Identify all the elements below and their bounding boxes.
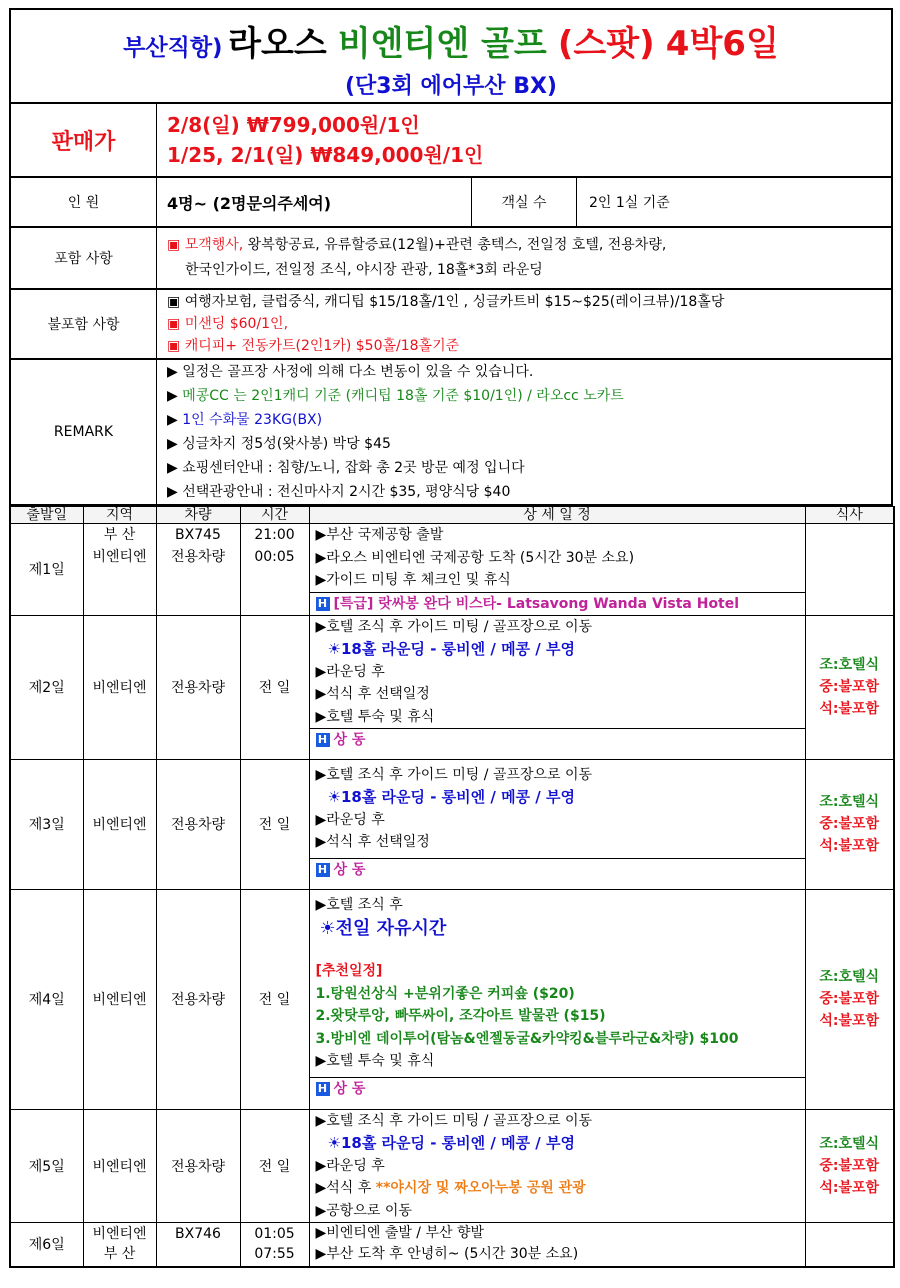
hotel-name: 상 동 bbox=[333, 861, 366, 878]
schedule-line: ▶라운딩 후 bbox=[315, 1157, 385, 1174]
table-row bbox=[10, 615, 894, 759]
hotel-icon: H bbox=[316, 733, 330, 747]
header-meals: 식사 bbox=[805, 507, 894, 524]
remark-item bbox=[167, 432, 891, 456]
meal-breakfast: 조:호텔식 bbox=[819, 657, 880, 673]
remark-marker: ▶ bbox=[167, 364, 178, 380]
schedule-line bbox=[310, 1177, 805, 1200]
region-cell bbox=[83, 524, 156, 616]
meal-dinner: 석:불포함 bbox=[819, 1013, 880, 1029]
excluded-line-2 bbox=[167, 313, 891, 335]
header-vehicle: 차량 bbox=[156, 507, 240, 524]
recommend-item: 2.왓탓루앙, 빠뚜싸이, 조각아트 발물관 ($15) bbox=[315, 1008, 606, 1024]
schedule-cell bbox=[309, 615, 805, 759]
title-duration: 4박6일 bbox=[665, 24, 779, 64]
header-time: 시간 bbox=[240, 507, 309, 524]
schedule-line: ▶호텔 조식 후 bbox=[315, 896, 403, 913]
region-cell: 비엔티엔 bbox=[83, 759, 156, 889]
people-row bbox=[9, 178, 893, 228]
itinerary-document bbox=[9, 8, 893, 1268]
excluded-text-1: 여행자보험, 클럽중식, 캐디팁 $15/18홀/1인 , 싱글카트비 $15~$25(레이크뷰)/18홀당 bbox=[184, 294, 725, 310]
vehicle-cell bbox=[156, 524, 240, 616]
hotel-line bbox=[310, 592, 805, 615]
price-label: 판매가 bbox=[11, 104, 157, 176]
schedule-line: ▶라운딩 후 bbox=[315, 811, 385, 828]
excluded-label: 불포함 사항 bbox=[11, 290, 157, 358]
time-text: 00:05 bbox=[254, 549, 295, 565]
time-text: 21:00 bbox=[254, 527, 295, 543]
region-text: 비엔티엔 bbox=[92, 1226, 147, 1243]
price-row bbox=[9, 104, 893, 178]
meal-dinner: 석:불포함 bbox=[819, 701, 880, 717]
region-cell: 비엔티엔 bbox=[83, 889, 156, 1109]
schedule-line: ▶공항으로 이동 bbox=[315, 1202, 412, 1219]
meals-cell bbox=[805, 615, 894, 759]
time-cell: 전 일 bbox=[240, 889, 309, 1109]
table-row bbox=[10, 1109, 894, 1223]
golf-line: ☀18홀 라운딩 - 롱비엔 / 메콩 / 부영 bbox=[327, 640, 575, 658]
schedule-line: ▶호텔 조식 후 가이드 미팅 / 골프장으로 이동 bbox=[315, 618, 593, 635]
included-line-2: 한국인가이드, 전일정 조식, 야시장 관광, 18홀*3회 라운딩 bbox=[185, 262, 543, 278]
recommend-title: [추천일정] bbox=[315, 963, 383, 979]
meals-cell bbox=[805, 1109, 894, 1223]
remark-item bbox=[167, 480, 891, 504]
meal-breakfast: 조:호텔식 bbox=[819, 1135, 880, 1152]
schedule-line: ▶비엔티엔 출발 / 부산 향발 bbox=[315, 1225, 485, 1241]
included-line-1 bbox=[167, 233, 891, 258]
price-content bbox=[157, 104, 891, 176]
meals-cell bbox=[805, 759, 894, 889]
schedule-line: ▶가이드 미팅 후 체크인 및 휴식 bbox=[315, 572, 511, 588]
vehicle-cell: 전용차량 bbox=[156, 1109, 240, 1223]
meal-dinner: 석:불포함 bbox=[819, 838, 880, 854]
golf-line: ☀18홀 라운딩 - 롱비엔 / 메콩 / 부영 bbox=[327, 788, 575, 806]
time-cell: 전 일 bbox=[240, 1109, 309, 1223]
hotel-icon: H bbox=[316, 597, 330, 611]
excluded-row bbox=[9, 290, 893, 360]
remark-row bbox=[9, 360, 893, 506]
remark-text: 메콩CC 는 2인1캐디 기준 (캐디팁 18홀 기준 $10/1인) / 라오cc 노카트 bbox=[182, 388, 624, 404]
included-row bbox=[9, 228, 893, 290]
title-course: 비엔티엔 골프 bbox=[337, 24, 547, 64]
remark-marker: ▶ bbox=[167, 412, 178, 428]
schedule-line: ▶호텔 투숙 및 휴식 bbox=[315, 1053, 435, 1069]
title-spot: (스팟) bbox=[557, 24, 655, 64]
remark-text: 쇼핑센터안내 : 침향/노니, 잡화 총 2곳 방문 예정 입니다 bbox=[182, 460, 525, 476]
free-time-line: ☀전일 자유시간 bbox=[319, 918, 447, 939]
meal-lunch: 중:불포함 bbox=[819, 1157, 880, 1174]
price-line-1: 2/8(일) ₩799,000원/1인 bbox=[167, 113, 420, 137]
remark-text: 1인 수화물 23KG(BX) bbox=[182, 412, 323, 428]
table-row bbox=[10, 889, 894, 1109]
excluded-line-3 bbox=[167, 335, 891, 357]
schedule-line: ▶부산 국제공항 출발 bbox=[315, 527, 444, 543]
time-text: 01:05 bbox=[254, 1226, 295, 1243]
hotel-line bbox=[310, 728, 805, 751]
header-region: 지역 bbox=[83, 507, 156, 524]
title-route: 부산직항) bbox=[123, 35, 223, 61]
remark-text: 선택관광안내 : 전신마사지 2시간 $35, 평양식당 $40 bbox=[182, 484, 511, 500]
table-row bbox=[10, 524, 894, 616]
excluded-content bbox=[157, 290, 891, 358]
day-cell: 제5일 bbox=[10, 1109, 83, 1223]
excluded-marker: ▣ bbox=[167, 294, 181, 310]
table-row bbox=[10, 759, 894, 889]
hotel-icon: H bbox=[316, 1082, 330, 1096]
day-cell: 제2일 bbox=[10, 615, 83, 759]
meal-lunch: 중:불포함 bbox=[819, 679, 880, 695]
recommend-item: 3.방비엔 데이투어(탐놈&엔젤동굴&카약킹&블루라군&차량) $100 bbox=[315, 1030, 739, 1047]
region-cell: 비엔티엔 bbox=[83, 1109, 156, 1223]
schedule-cell bbox=[309, 524, 805, 616]
title-block bbox=[9, 8, 893, 104]
price-line-2: 1/25, 2/1(일) ₩849,000원/1인 bbox=[167, 143, 484, 167]
people-value: 4명~ (2명문의주세여) bbox=[157, 178, 472, 226]
excluded-text-2: 미샌딩 $60/1인, bbox=[184, 316, 289, 332]
time-cell: 전 일 bbox=[240, 615, 309, 759]
header-date: 출발일 bbox=[10, 507, 83, 524]
meals-cell bbox=[805, 1223, 894, 1267]
day-cell: 제1일 bbox=[10, 524, 83, 616]
meal-breakfast: 조:호텔식 bbox=[819, 794, 880, 810]
time-cell bbox=[240, 524, 309, 616]
table-header-row bbox=[10, 507, 894, 524]
remark-marker: ▶ bbox=[167, 436, 178, 452]
region-text: 부 산 bbox=[103, 1246, 136, 1263]
region-cell bbox=[83, 1223, 156, 1267]
header-schedule: 상 세 일 정 bbox=[309, 507, 805, 524]
schedule-line: ▶호텔 조식 후 가이드 미팅 / 골프장으로 이동 bbox=[315, 766, 593, 783]
hotel-name: 상 동 bbox=[333, 1080, 366, 1097]
golf-line: ☀18홀 라운딩 - 롱비엔 / 메콩 / 부영 bbox=[327, 1134, 575, 1152]
night-market-highlight: **야시장 및 짜오아누봉 공원 관광 bbox=[375, 1180, 586, 1196]
itinerary-table bbox=[9, 506, 895, 1268]
meal-lunch: 중:불포함 bbox=[819, 816, 880, 832]
time-cell: 전 일 bbox=[240, 759, 309, 889]
vehicle-cell: 전용차량 bbox=[156, 889, 240, 1109]
schedule-cell bbox=[309, 1109, 805, 1223]
room-value: 2인 1실 기준 bbox=[589, 195, 670, 211]
room-label: 객실 수 bbox=[472, 178, 577, 226]
schedule-line: ▶호텔 투숙 및 휴식 bbox=[315, 708, 435, 725]
region-text: 부 산 bbox=[103, 527, 136, 543]
schedule-line: ▶석식 후 선택일정 bbox=[315, 686, 430, 702]
hotel-name: 상 동 bbox=[333, 732, 366, 748]
included-content bbox=[157, 228, 891, 288]
region-cell: 비엔티엔 bbox=[83, 615, 156, 759]
meals-cell bbox=[805, 524, 894, 616]
hotel-icon: H bbox=[316, 863, 330, 877]
excluded-line-1 bbox=[167, 291, 891, 313]
excluded-text-3: 캐디피+ 전동카트(2인1카) $50홀/18홀기준 bbox=[184, 338, 460, 354]
schedule-line: ▶부산 도착 후 안녕히~ (5시간 30분 소요) bbox=[315, 1246, 579, 1262]
remark-marker: ▶ bbox=[167, 460, 178, 476]
time-cell bbox=[240, 1223, 309, 1267]
schedule-cell bbox=[309, 1223, 805, 1267]
title-destination: 라오스 bbox=[228, 24, 327, 64]
vehicle-text: 전용차량 bbox=[170, 549, 226, 565]
hotel-line bbox=[310, 1077, 805, 1100]
meal-dinner: 석:불포함 bbox=[819, 1179, 880, 1196]
remark-content bbox=[157, 360, 891, 504]
remark-label: REMARK bbox=[11, 360, 157, 504]
meals-cell bbox=[805, 889, 894, 1109]
included-marker: ▣ bbox=[167, 237, 181, 253]
excluded-marker: ▣ bbox=[167, 338, 181, 354]
remark-item bbox=[167, 384, 891, 408]
vehicle-cell: BX746 bbox=[156, 1223, 240, 1267]
schedule-cell bbox=[309, 889, 805, 1109]
remark-text: 싱글차지 정5성(왓사봉) 박당 $45 bbox=[182, 436, 391, 452]
hotel-name: [특급] 랏싸봉 완다 비스타- Latsavong Wanda Vista Hotel bbox=[333, 595, 740, 612]
remark-text: 일정은 골프장 사정에 의해 다소 변동이 있을 수 있습니다. bbox=[182, 364, 534, 380]
day-cell: 제4일 bbox=[10, 889, 83, 1109]
included-text: 왕복항공료, 유류할증료(12월)+관련 총텍스, 전일정 호텔, 전용차량, bbox=[243, 237, 667, 253]
included-highlight: 모객행사, bbox=[184, 237, 244, 253]
recommend-item: 1.탕원선상식 +분위기좋은 커피숖 ($20) bbox=[315, 985, 575, 1002]
region-text: 비엔티엔 bbox=[92, 549, 147, 565]
table-row bbox=[10, 1223, 894, 1267]
vehicle-text: BX745 bbox=[175, 527, 221, 543]
vehicle-cell: 전용차량 bbox=[156, 615, 240, 759]
remark-item bbox=[167, 456, 891, 480]
schedule-line: ▶라오스 비엔티엔 국제공항 도착 (5시간 30분 소요) bbox=[315, 549, 635, 566]
day-cell: 제6일 bbox=[10, 1223, 83, 1267]
schedule-cell bbox=[309, 759, 805, 889]
time-text: 07:55 bbox=[254, 1246, 295, 1263]
people-label: 인 원 bbox=[11, 178, 157, 226]
subtitle: (단3회 에어부산 BX) bbox=[345, 74, 557, 99]
schedule-text: ▶석식 후 bbox=[315, 1180, 376, 1196]
remark-item bbox=[167, 408, 891, 432]
remark-item bbox=[167, 360, 891, 384]
remark-marker: ▶ bbox=[167, 388, 178, 404]
vehicle-cell: 전용차량 bbox=[156, 759, 240, 889]
schedule-line: ▶석식 후 선택일정 bbox=[315, 834, 430, 850]
meal-lunch: 중:불포함 bbox=[819, 991, 880, 1007]
remark-marker: ▶ bbox=[167, 484, 178, 500]
day-cell: 제3일 bbox=[10, 759, 83, 889]
schedule-line: ▶라운딩 후 bbox=[315, 663, 385, 680]
hotel-line bbox=[310, 858, 805, 881]
page-title bbox=[11, 16, 891, 65]
excluded-marker: ▣ bbox=[167, 316, 181, 332]
included-label: 포함 사항 bbox=[11, 228, 157, 288]
meal-breakfast: 조:호텔식 bbox=[819, 969, 880, 985]
schedule-line: ▶호텔 조식 후 가이드 미팅 / 골프장으로 이동 bbox=[315, 1112, 593, 1129]
